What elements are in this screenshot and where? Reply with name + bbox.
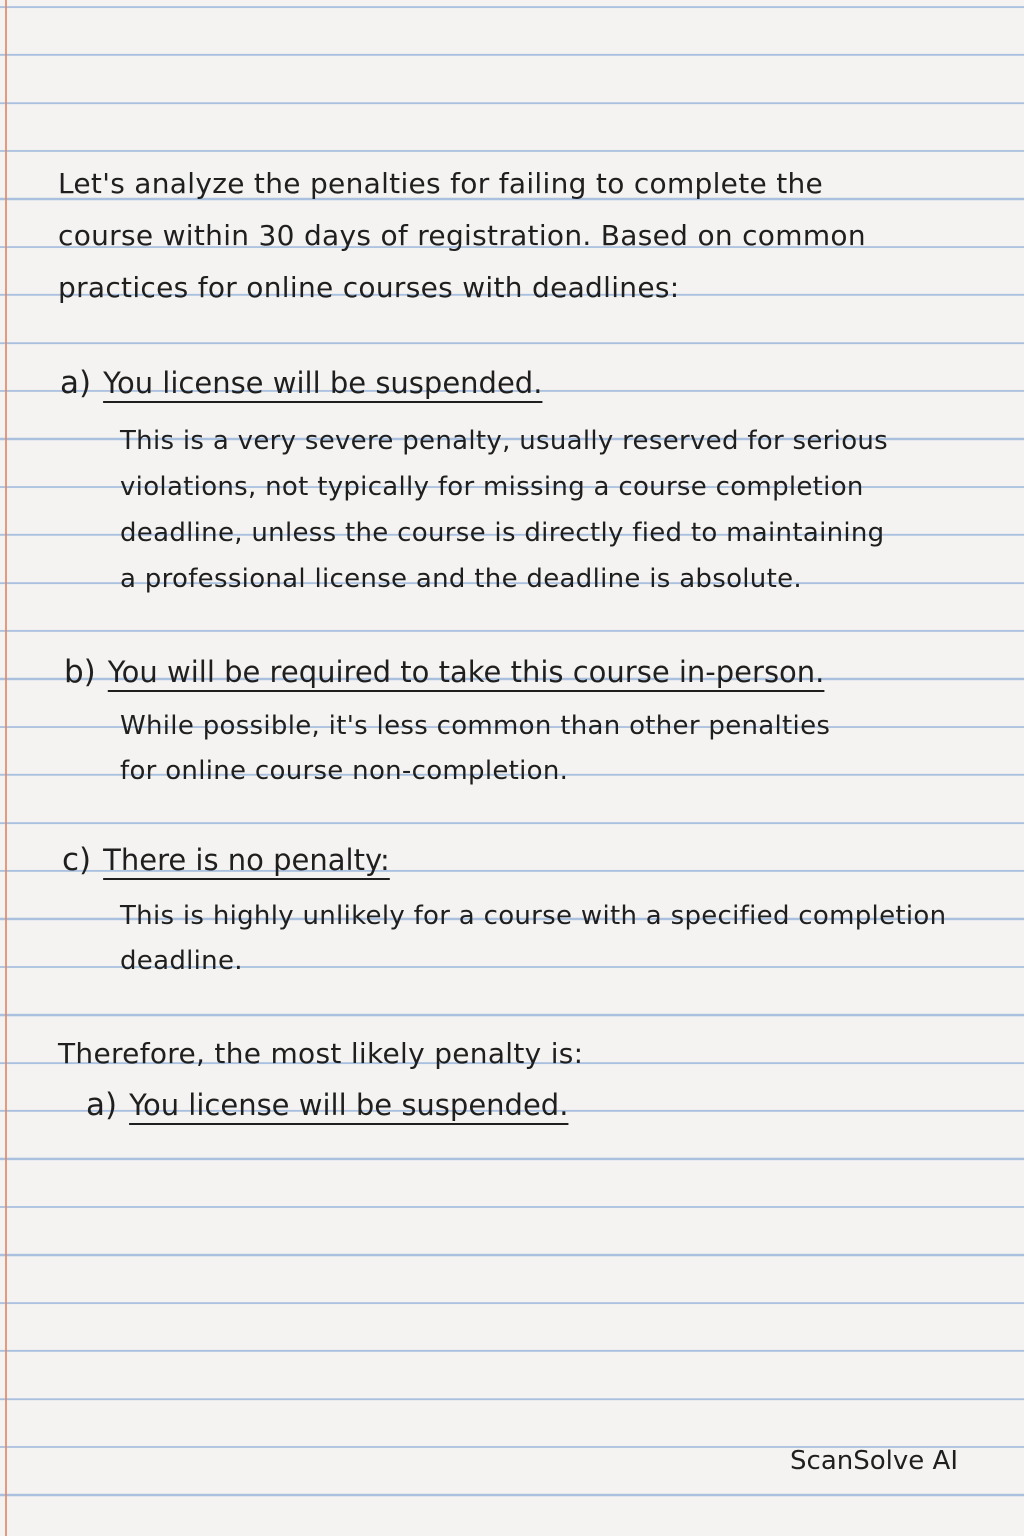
- option-b: [64, 654, 825, 690]
- option-b-letter: b): [64, 654, 96, 690]
- option-a-explanation-1: This is a very severe penalty, usually reserved for serious: [120, 426, 889, 456]
- option-b-explanation-1: While possible, it's less common than other penalties: [120, 711, 831, 741]
- conclusion-answer-letter: a): [86, 1087, 118, 1123]
- option-a-explanation-2: violations, not typically for missing a course completion: [120, 472, 864, 502]
- intro-line-1: Let's analyze the penalties for failing to complete the: [58, 167, 824, 200]
- option-c-letter: c): [62, 842, 92, 878]
- option-c: [62, 842, 390, 878]
- conclusion-text: Therefore, the most likely penalty is:: [58, 1037, 584, 1070]
- option-c-explanation-1: This is highly unlikely for a course with a specified completion: [120, 901, 947, 931]
- intro-line-3: practices for online courses with deadlines:: [58, 271, 680, 304]
- conclusion-answer: [86, 1087, 569, 1123]
- option-a: [60, 365, 543, 401]
- option-c-explanation-2: deadline.: [120, 946, 243, 976]
- option-c-label: There is no penalty:: [103, 843, 390, 877]
- conclusion-answer-label: You license will be suspended.: [129, 1088, 569, 1122]
- option-b-explanation-2: for online course non-completion.: [120, 756, 569, 786]
- option-b-label: You will be required to take this course in-person.: [107, 655, 825, 689]
- intro-line-2: course within 30 days of registration. Based on common: [58, 219, 866, 252]
- signature: ScanSolve AI: [790, 1446, 958, 1476]
- option-a-explanation-3: deadline, unless the course is directly fied to maintaining: [120, 518, 885, 548]
- option-a-label: You license will be suspended.: [103, 366, 543, 400]
- margin-line: [5, 0, 7, 1536]
- option-a-explanation-4: a professional license and the deadline is absolute.: [120, 564, 802, 594]
- option-a-letter: a): [60, 365, 92, 401]
